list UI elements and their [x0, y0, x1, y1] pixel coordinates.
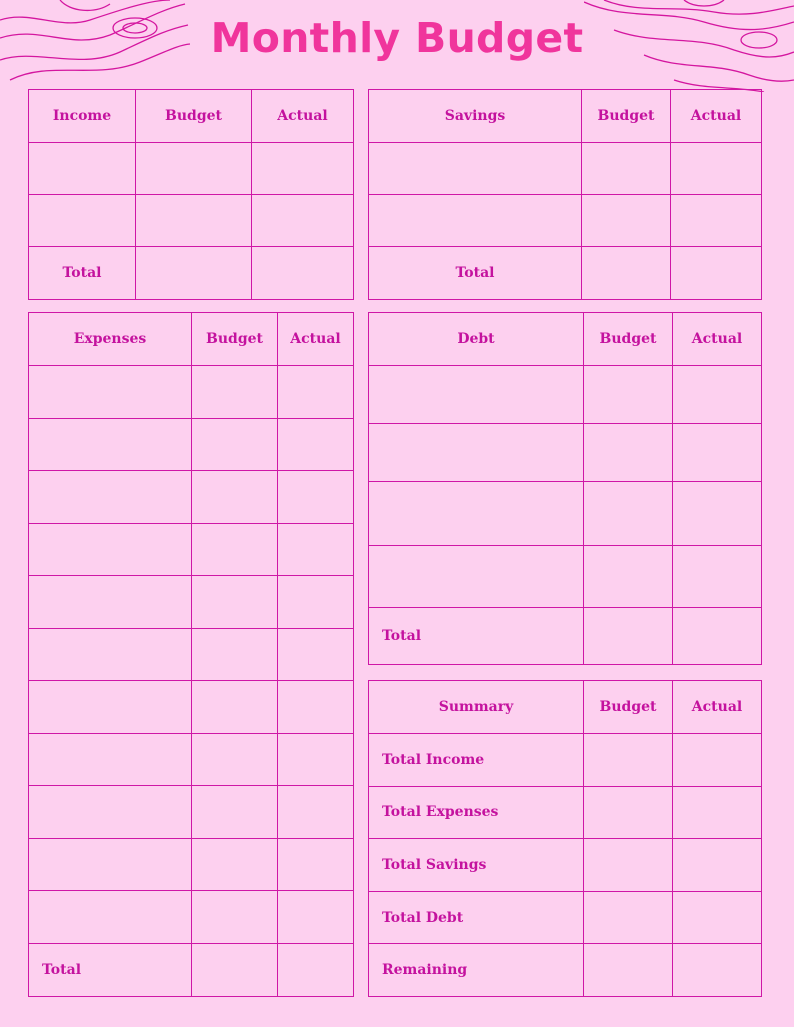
actual-cell[interactable] [673, 891, 762, 944]
budget-cell[interactable] [582, 143, 671, 195]
actual-cell[interactable] [252, 195, 354, 247]
actual-cell[interactable] [673, 366, 762, 424]
budget-cell[interactable] [584, 944, 673, 997]
budget-cell[interactable] [192, 576, 278, 629]
budget-cell[interactable] [192, 471, 278, 524]
summary-row-label: Remaining [369, 944, 584, 997]
entry-cell[interactable] [29, 195, 136, 247]
budget-cell[interactable] [192, 418, 278, 471]
budget-cell[interactable] [136, 143, 252, 195]
actual-cell[interactable] [671, 195, 762, 247]
actual-cell[interactable] [278, 576, 354, 629]
actual-cell[interactable] [278, 891, 354, 944]
savings-header: Savings [369, 90, 582, 143]
budget-cell[interactable] [192, 786, 278, 839]
savings-total-actual-cell[interactable] [671, 247, 762, 300]
savings-total-label: Total [369, 247, 582, 300]
budget-cell[interactable] [192, 838, 278, 891]
actual-cell[interactable] [278, 366, 354, 419]
actual-header: Actual [671, 90, 762, 143]
actual-cell[interactable] [278, 733, 354, 786]
expenses-header: Expenses [29, 313, 192, 366]
budget-cell[interactable] [192, 733, 278, 786]
entry-cell[interactable] [29, 628, 192, 681]
summary-row-label: Total Income [369, 734, 584, 787]
entry-cell[interactable] [29, 733, 192, 786]
actual-header: Actual [252, 90, 354, 143]
budget-header: Budget [584, 681, 673, 734]
budget-cell[interactable] [584, 839, 673, 892]
actual-cell[interactable] [673, 482, 762, 546]
budget-cell[interactable] [136, 195, 252, 247]
debt-header: Debt [369, 313, 584, 366]
actual-cell[interactable] [673, 734, 762, 787]
budget-header: Budget [192, 313, 278, 366]
actual-cell[interactable] [278, 838, 354, 891]
budget-cell[interactable] [192, 523, 278, 576]
actual-header: Actual [673, 681, 762, 734]
budget-cell[interactable] [584, 424, 673, 482]
budget-cell[interactable] [192, 628, 278, 681]
actual-header: Actual [673, 313, 762, 366]
budget-cell[interactable] [584, 734, 673, 787]
expenses-total-label: Total [29, 943, 192, 996]
debt-total-label: Total [369, 608, 584, 665]
entry-cell[interactable] [369, 195, 582, 247]
debt-total-budget-cell[interactable] [584, 608, 673, 665]
income-total-label: Total [29, 247, 136, 300]
entry-cell[interactable] [29, 681, 192, 734]
income-total-budget-cell[interactable] [136, 247, 252, 300]
entry-cell[interactable] [29, 523, 192, 576]
budget-header: Budget [582, 90, 671, 143]
expenses-total-actual-cell[interactable] [278, 943, 354, 996]
entry-cell[interactable] [29, 786, 192, 839]
entry-cell[interactable] [29, 838, 192, 891]
actual-header: Actual [278, 313, 354, 366]
actual-cell[interactable] [278, 523, 354, 576]
actual-cell[interactable] [673, 546, 762, 608]
savings-total-budget-cell[interactable] [582, 247, 671, 300]
debt-table [368, 312, 762, 665]
actual-cell[interactable] [278, 681, 354, 734]
income-total-actual-cell[interactable] [252, 247, 354, 300]
budget-cell[interactable] [584, 482, 673, 546]
actual-cell[interactable] [673, 839, 762, 892]
budget-cell[interactable] [584, 546, 673, 608]
expenses-total-budget-cell[interactable] [192, 943, 278, 996]
income-table [28, 89, 354, 300]
expenses-table [28, 312, 354, 997]
summary-row-label: Total Expenses [369, 786, 584, 839]
actual-cell[interactable] [278, 471, 354, 524]
budget-cell[interactable] [582, 195, 671, 247]
entry-cell[interactable] [29, 576, 192, 629]
entry-cell[interactable] [29, 143, 136, 195]
summary-header: Summary [369, 681, 584, 734]
summary-row-label: Total Debt [369, 891, 584, 944]
actual-cell[interactable] [673, 944, 762, 997]
actual-cell[interactable] [278, 628, 354, 681]
income-header: Income [29, 90, 136, 143]
entry-cell[interactable] [29, 471, 192, 524]
actual-cell[interactable] [278, 418, 354, 471]
actual-cell[interactable] [278, 786, 354, 839]
actual-cell[interactable] [673, 424, 762, 482]
budget-header: Budget [136, 90, 252, 143]
summary-table [368, 680, 762, 997]
budget-cell[interactable] [584, 891, 673, 944]
entry-cell[interactable] [29, 418, 192, 471]
savings-table [368, 89, 762, 300]
budget-cell[interactable] [192, 891, 278, 944]
entry-cell[interactable] [29, 891, 192, 944]
debt-total-actual-cell[interactable] [673, 608, 762, 665]
entry-cell[interactable] [369, 143, 582, 195]
entry-cell[interactable] [369, 482, 584, 546]
budget-cell[interactable] [584, 786, 673, 839]
actual-cell[interactable] [671, 143, 762, 195]
budget-cell[interactable] [584, 366, 673, 424]
budget-cell[interactable] [192, 681, 278, 734]
entry-cell[interactable] [369, 546, 584, 608]
entry-cell[interactable] [29, 366, 192, 419]
budget-cell[interactable] [192, 366, 278, 419]
page-title: Monthly Budget [210, 14, 584, 62]
budget-header: Budget [584, 313, 673, 366]
actual-cell[interactable] [673, 786, 762, 839]
summary-row-label: Total Savings [369, 839, 584, 892]
entry-cell[interactable] [369, 424, 584, 482]
entry-cell[interactable] [369, 366, 584, 424]
actual-cell[interactable] [252, 143, 354, 195]
